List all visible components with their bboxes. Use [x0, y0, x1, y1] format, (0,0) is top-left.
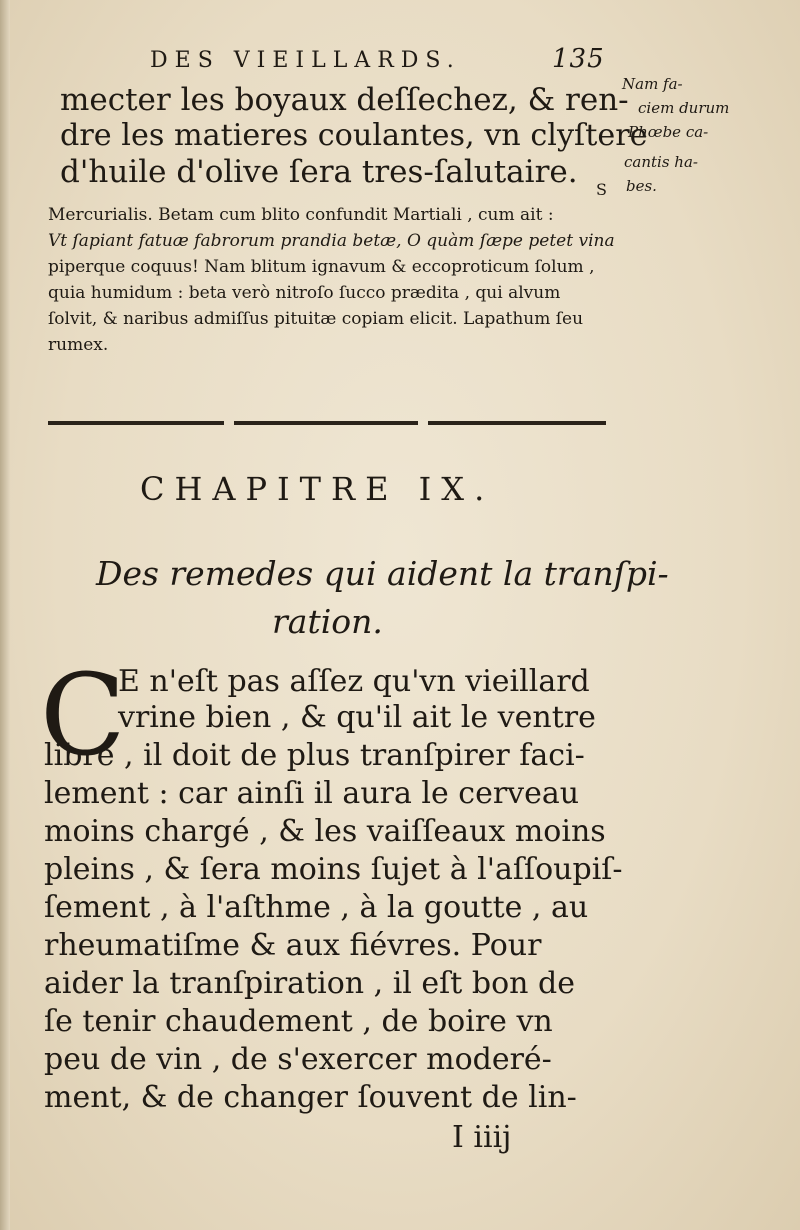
text-line: pleins , & ſera moins ſujet à l'aſſoupiſ- — [44, 852, 623, 887]
note-line: Mercurialis. Betam cum blito confundit Martiali , cum ait : — [48, 205, 554, 225]
text-line: aider la tranſpiration , il eſt bon de — [44, 966, 575, 1001]
note-line: rumex. — [48, 335, 109, 355]
divider-rule — [48, 421, 224, 425]
text-line: moins chargé , & les vaiſſeaux moins — [44, 814, 606, 849]
note-line: Vt ſapiant fatuæ fabrorum prandia betæ, O quàm ſæpe petet vina — [48, 231, 615, 251]
text-line: vrine bien , & qu'il ait le ventre — [118, 700, 596, 735]
subtitle-line: Des remedes qui aident la tranſpi- — [96, 554, 669, 593]
page-edge — [0, 0, 10, 1230]
chapter-heading: CHAPITRE IX. — [140, 470, 495, 508]
divider-rule — [234, 421, 418, 425]
text-line: d'huile d'olive ſera tres-ſalutaire. — [60, 154, 578, 190]
text-line: lement : car ainſi il aura le cerveau — [44, 776, 580, 811]
note-line: ſolvit, & naribus admiſſus pituitæ copiam elicit. Lapathum ſeu — [48, 309, 584, 329]
text-line: libre , il doit de plus tranſpirer faci- — [44, 738, 585, 773]
text-line: dre les matieres coulantes, vn clyſtere — [60, 118, 648, 153]
note-line: piperque coquus! Nam blitum ignavum & eccoproticum ſolum , — [48, 257, 595, 277]
page-number: 135 — [552, 44, 605, 74]
text-line: ſe tenir chaudement , de boire vn — [44, 1004, 553, 1039]
margin-line: Nam fa- — [622, 75, 683, 93]
text-line: mecter les boyaux deſſechez, & ren- — [60, 82, 629, 118]
signature-mark: I iiij — [452, 1120, 512, 1155]
subtitle-line: ration. — [272, 602, 383, 641]
text-line: E n'eſt pas aſſez qu'vn vieillard — [118, 664, 590, 699]
margin-line: bes. — [626, 177, 657, 195]
text-line: peu de vin , de s'exercer moderé- — [44, 1042, 552, 1077]
margin-line: cantis ha- — [624, 153, 698, 171]
divider-rule — [428, 421, 606, 425]
note-line: quia humidum : beta verò nitroſo ſucco prædita , qui alvum — [48, 283, 561, 303]
margin-line: ciem durum — [638, 99, 730, 117]
text-line: ment, & de changer ſouvent de lin- — [44, 1080, 577, 1115]
margin-line: Phœbe ca- — [628, 123, 709, 141]
text-line: ſement , à l'aſthme , à la goutte , au — [44, 890, 589, 925]
text-line: rheumatiſme & aux fiévres. Pour — [44, 928, 542, 963]
running-title: DES VIEILLARDS. — [150, 48, 461, 73]
drop-cap: C — [40, 651, 126, 781]
footnote-marker: S — [596, 180, 607, 199]
